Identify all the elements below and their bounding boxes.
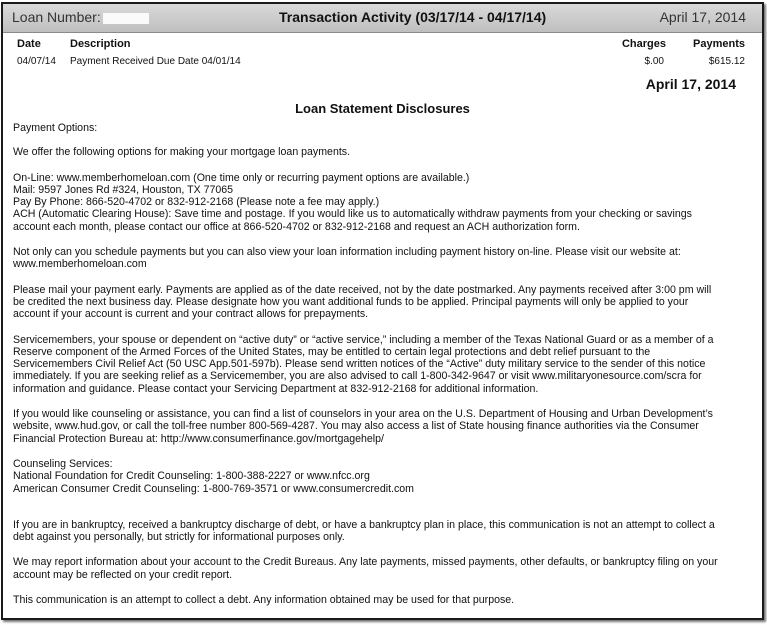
- column-header-date: Date: [17, 38, 41, 50]
- transaction-activity-title: Transaction Activity (03/17/14 - 04/17/14): [279, 9, 547, 25]
- loan-number-redacted: [103, 13, 149, 24]
- loan-number-label: Loan Number:: [12, 9, 101, 25]
- mail-early-paragraph: Please mail your payment early. Payments are applied as of the date received, not by the date postmarked. Any payments received after 3:00 pm will be credited the next business day. Please designate how you want additional funds to be applied. Principal payments will only be applied to your account if your account is current and your contract allows for prepayments.: [13, 283, 712, 321]
- transaction-date: 04/07/14: [17, 56, 56, 67]
- transaction-payments: $615.12: [708, 56, 745, 67]
- debt-collection-notice: This communication is an attempt to collect a debt. Any information obtained may be used for that purpose.: [13, 594, 515, 607]
- statement-page: [1, 2, 764, 620]
- header-date: April 17, 2014: [659, 9, 746, 25]
- column-header-payments: Payments: [693, 38, 745, 50]
- column-header-description: Description: [70, 38, 131, 50]
- credit-report-paragraph: We may report information about your account to the Credit Bureaus. Any late payments, missed payments, other defaults, or bankruptcy filing on your account may be reflected on your credit report.: [13, 556, 718, 581]
- transaction-header-bar: [3, 4, 762, 33]
- counseling-services-paragraph: Counseling Services: National Foundation for Credit Counseling: 1-800-388-2227 or www.nfcc.org American Consumer Credit Counseling: 1-800-769-3571 or www.consumercredit.com: [13, 457, 414, 495]
- payment-options-heading: Payment Options:: [13, 122, 98, 134]
- online-info-paragraph: Not only can you schedule payments but you can also view your loan information including payment history on-line. Please visit our website at: www.memberhomeloan.com: [13, 246, 681, 271]
- column-header-charges: Charges: [621, 38, 666, 50]
- bankruptcy-paragraph: If you are in bankruptcy, received a bankruptcy discharge of debt, or have a bankruptcy plan in place, this communication is not an attempt to collect a debt against you personally, but strictly for informational purposes only.: [13, 518, 715, 544]
- transaction-charges: $.00: [644, 56, 664, 67]
- disclosures-title: Loan Statement Disclosures: [295, 101, 470, 116]
- payment-options-intro: We offer the following options for making your mortgage loan payments.: [13, 146, 351, 159]
- payment-methods-paragraph: On-Line: www.memberhomeloan.com (One time only or recurring payment options are available.) Mail: 9597 Jones Rd #324, Houston, TX 77065 Pay By Phone: 866-520-4702 or 832-912-2168 (Please note a fee may apply.) ACH (Automatic Clearing House): Save time and postage. If you would like us to automatically withdraw payments from your checking or savings account each month, please contact our office at 866-520-4702 or 832-912-2168 and request an ACH authorization form.: [13, 171, 692, 233]
- servicemembers-paragraph: Servicemembers, your spouse or dependent on “active duty” or “active service,” including a member of the Texas National Guard or as a member of a Reserve component of the Armed Forces of the United States, may be entitled to certain legal protections and debt relief pursuant to the Servicemembers Civil Relief Act (50 USC App.501-597b). Please send written notices of the “Active” duty military service to the sender of this notice immediately. If you are seeking relief as a Servicemember, you are also advised to call 1-800-342-9647 or visit www.militaryonesource.com/scra for information and guidance. Please contact your Servicing Department at 832-912-2168 for additional information.: [13, 333, 714, 395]
- counseling-assistance-paragraph: If you would like counseling or assistance, you can find a list of counselors in your area on the U.S. Department of Housing and Urban Development’s website, www.hud.gov, or call the toll-free number 800-569-4287. You may also access a list of State housing finance authorities via the Consumer Financial Protection Bureau at: http://www.consumerfinance.gov/mortgagehelp/: [13, 408, 713, 445]
- disclosures-body: [13, 122, 743, 606]
- statement-date: April 17, 2014: [645, 76, 736, 92]
- transaction-description: Payment Received Due Date 04/01/14: [70, 56, 241, 67]
